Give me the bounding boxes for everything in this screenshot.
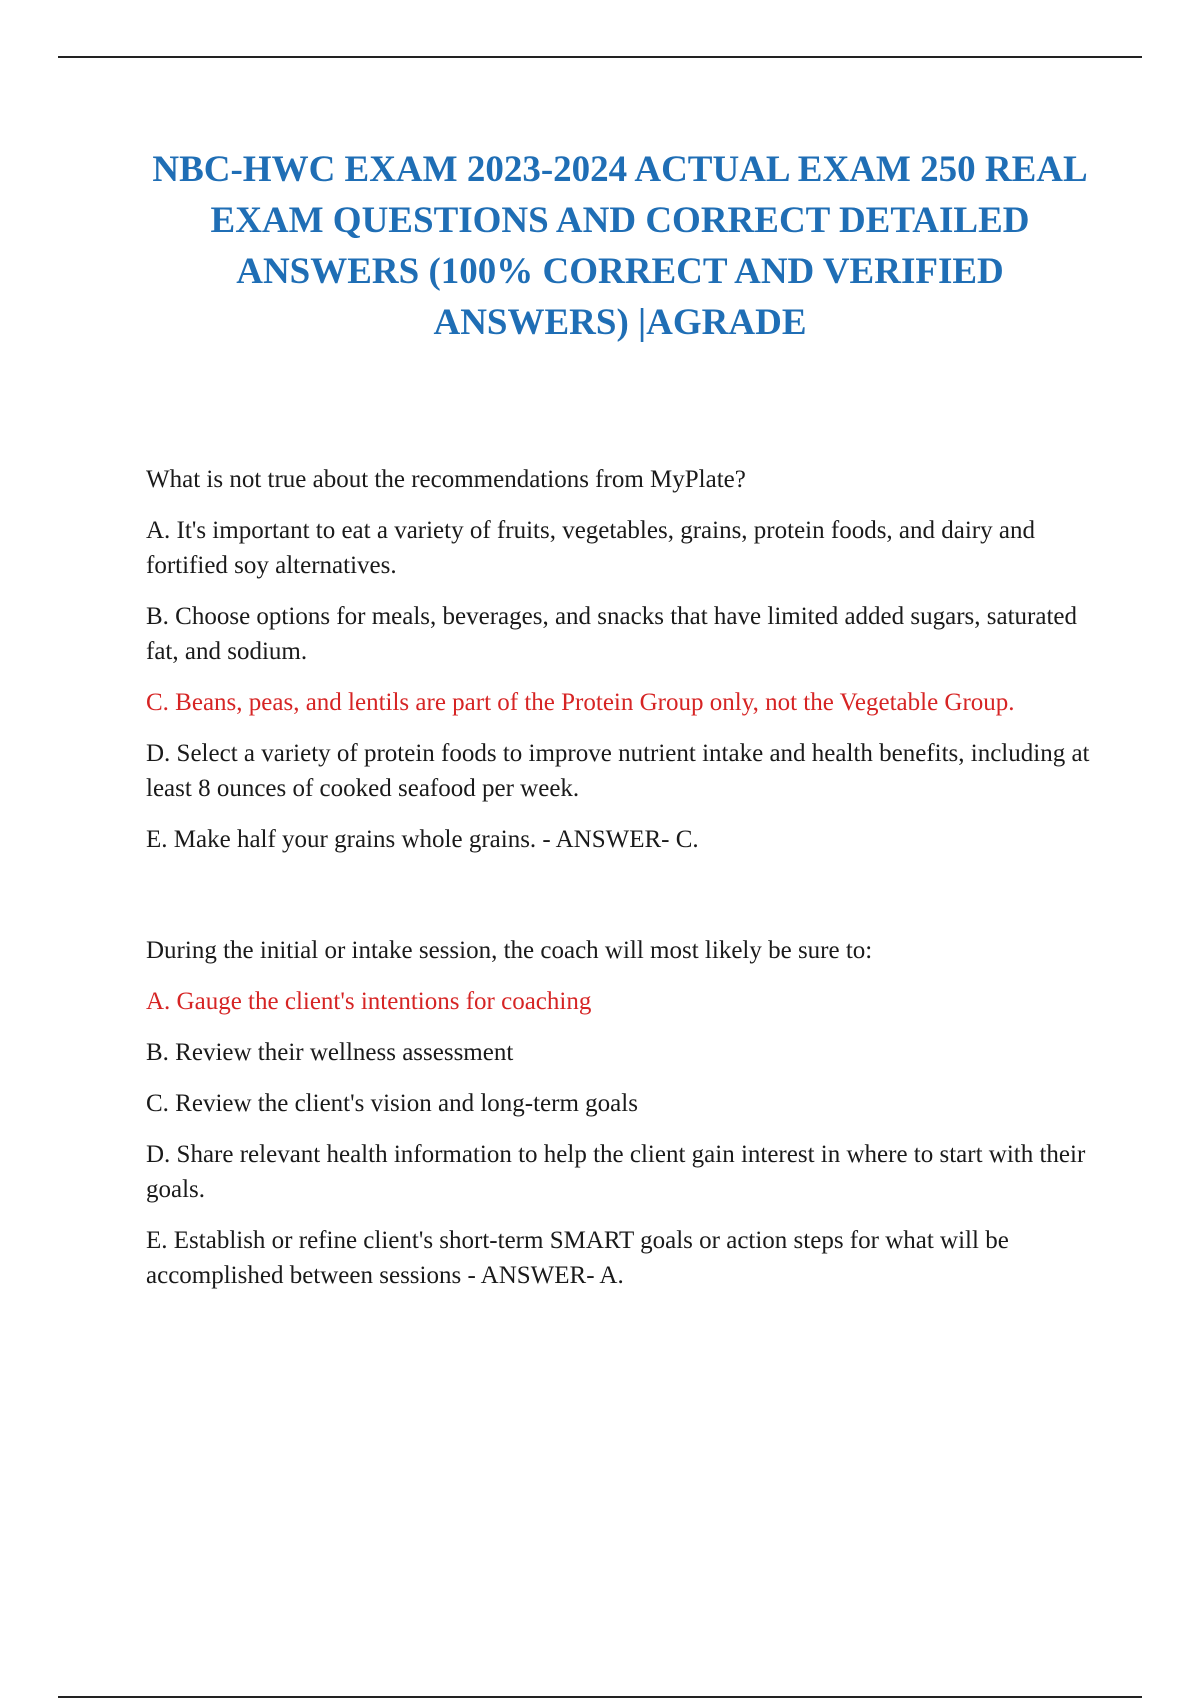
answer-option-d: D. Select a variety of protein foods to improve nutrient intake and health benefits, including at least 8 ounces of cooked seafood per week.	[146, 740, 1090, 802]
answer-option-e: E. Make half your grains whole grains. - ANSWER- C.	[146, 826, 699, 853]
top-divider	[58, 56, 1142, 58]
answer-option-e: E. Establish or refine client's short-term SMART goals or action steps for what will be accomplished between sessions - ANSWER- A.	[146, 1227, 1009, 1289]
answer-option-a: A. It's important to eat a variety of fruits, vegetables, grains, protein foods, and dairy and fortified soy alternatives.	[146, 517, 1035, 579]
bottom-divider	[58, 1696, 1142, 1698]
answer-option-c: C. Review the client's vision and long-term goals	[146, 1090, 638, 1117]
document-title: NBC-HWC EXAM 2023-2024 ACTUAL EXAM 250 REAL EXAM QUESTIONS AND CORRECT DETAILED ANSWERS (100% CORRECT AND VERIFIED ANSWERS) |AGRADE	[152, 149, 1088, 343]
questions-list	[146, 462, 1096, 1293]
answer-option-a-correct: A. Gauge the client's intentions for coaching	[146, 988, 592, 1015]
answer-option-b: B. Review their wellness assessment	[146, 1039, 514, 1066]
answer-option-c-correct: C. Beans, peas, and lentils are part of the Protein Group only, not the Vegetable Group.	[146, 689, 1015, 716]
answer-option-b: B. Choose options for meals, beverages, and snacks that have limited added sugars, saturated fat, and sodium.	[146, 603, 1078, 665]
question-text: During the initial or intake session, the coach will most likely be sure to:	[146, 937, 873, 964]
question-1	[146, 462, 1096, 857]
answer-option-d: D. Share relevant health information to help the client gain interest in where to start with their goals.	[146, 1141, 1086, 1203]
question-2	[146, 933, 1096, 1293]
question-text: What is not true about the recommendations from MyPlate?	[146, 466, 746, 493]
